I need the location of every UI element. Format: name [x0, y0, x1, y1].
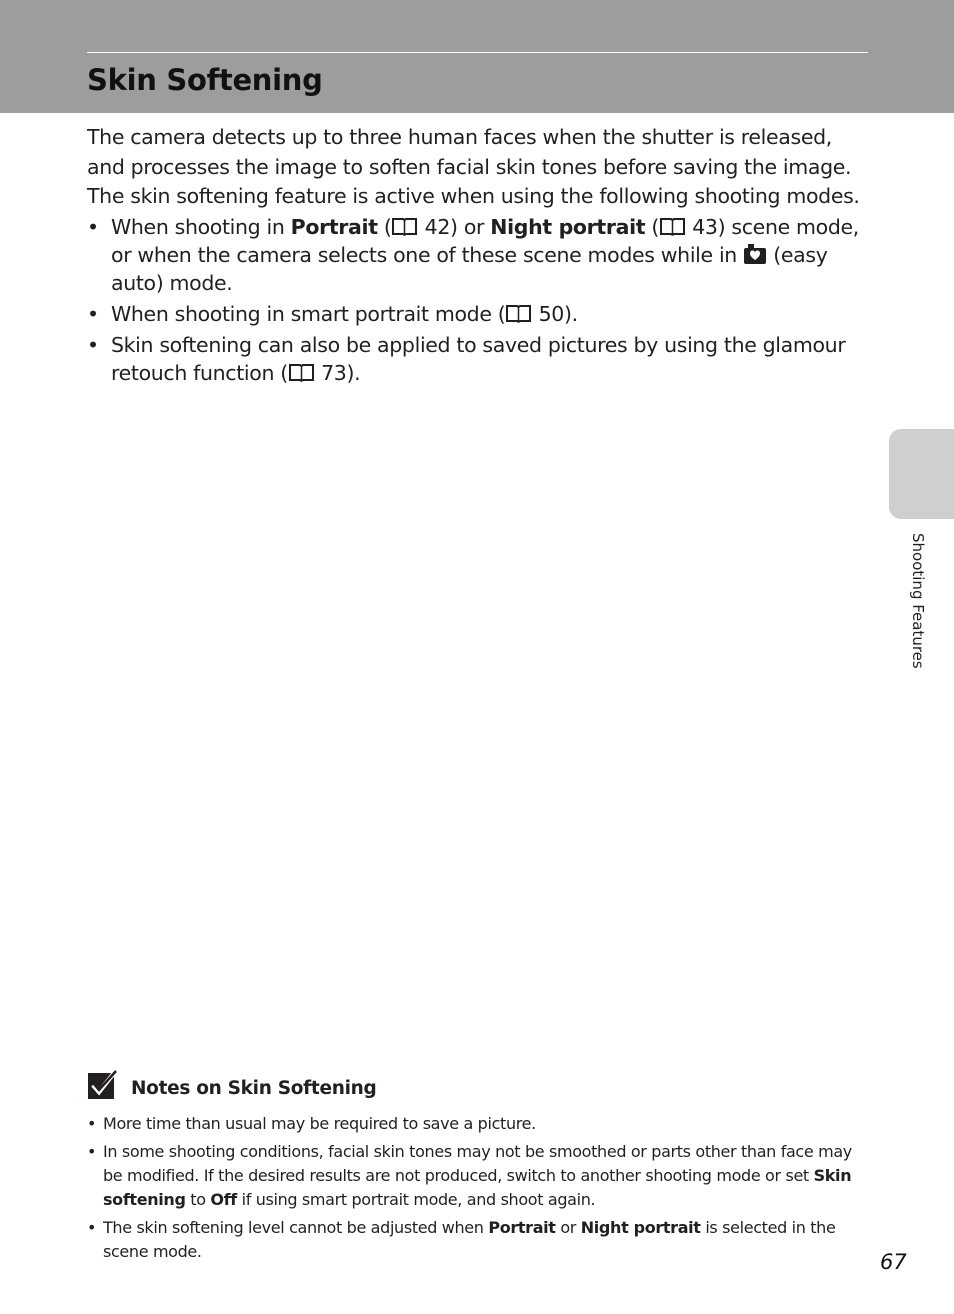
section-side-label: Shooting Features: [909, 533, 927, 669]
portrait-mode-label: Portrait: [290, 215, 378, 239]
bullet-dot: •: [87, 1218, 97, 1237]
section-side-tab: [889, 429, 954, 519]
book-reference-icon: [391, 217, 418, 237]
night-portrait-mode-label: Night portrait: [580, 1218, 701, 1237]
notes-list: [87, 1112, 867, 1268]
night-portrait-mode-label: Night portrait: [490, 215, 646, 239]
note-item-save-time: • More time than usual may be required to save a picture.: [87, 1112, 867, 1136]
skin-softening-setting-label: Skin softening: [103, 1166, 852, 1209]
book-reference-icon: [659, 217, 686, 237]
bullet-dot: •: [87, 215, 99, 239]
book-reference-icon: [505, 304, 532, 324]
bullet-dot: •: [87, 302, 99, 326]
intro-paragraph: The camera detects up to three human faces when the shutter is released, and processes the image to soften facial skin tones before saving the image. The skin softening feature is active when using the following shooting modes.: [87, 125, 860, 208]
list-item-smart-portrait: • When shooting in smart portrait mode ( 50).: [87, 302, 578, 326]
easy-auto-mode-icon: [743, 243, 767, 265]
notes-title: Notes on Skin Softening: [131, 1078, 377, 1099]
list-item-portrait-modes: • When shooting in Portrait ( 42) or Night portrait ( 43) scene mode, or when the camera selects one of these scene modes while in (easy auto) mode.: [87, 215, 859, 295]
checkmark-note-icon: [87, 1070, 119, 1102]
shooting-modes-list: [87, 213, 867, 390]
note-item-shooting-conditions: • In some shooting conditions, facial skin tones may not be smoothed or parts other than face may be modified. If the desired results are not produced, switch to another shooting mode or set Skin softening to Off if using smart portrait mode, and shoot again.: [87, 1142, 852, 1209]
note-item-level-adjustment: • The skin softening level cannot be adjusted when Portrait or Night portrait is selected in the scene mode.: [87, 1218, 836, 1261]
off-setting-label: Off: [210, 1190, 237, 1209]
list-item-glamour-retouch: • Skin softening can also be applied to saved pictures by using the glamour retouch function ( 73).: [87, 333, 846, 385]
bullet-dot: •: [87, 333, 99, 357]
portrait-mode-label: Portrait: [488, 1218, 556, 1237]
header-rule: [87, 52, 868, 53]
page-number: 67: [880, 1250, 907, 1274]
notes-header: [87, 1070, 867, 1106]
book-reference-icon: [288, 363, 315, 383]
bullet-dot: •: [87, 1114, 97, 1133]
bullet-dot: •: [87, 1142, 97, 1161]
page-title: Skin Softening: [87, 63, 323, 97]
